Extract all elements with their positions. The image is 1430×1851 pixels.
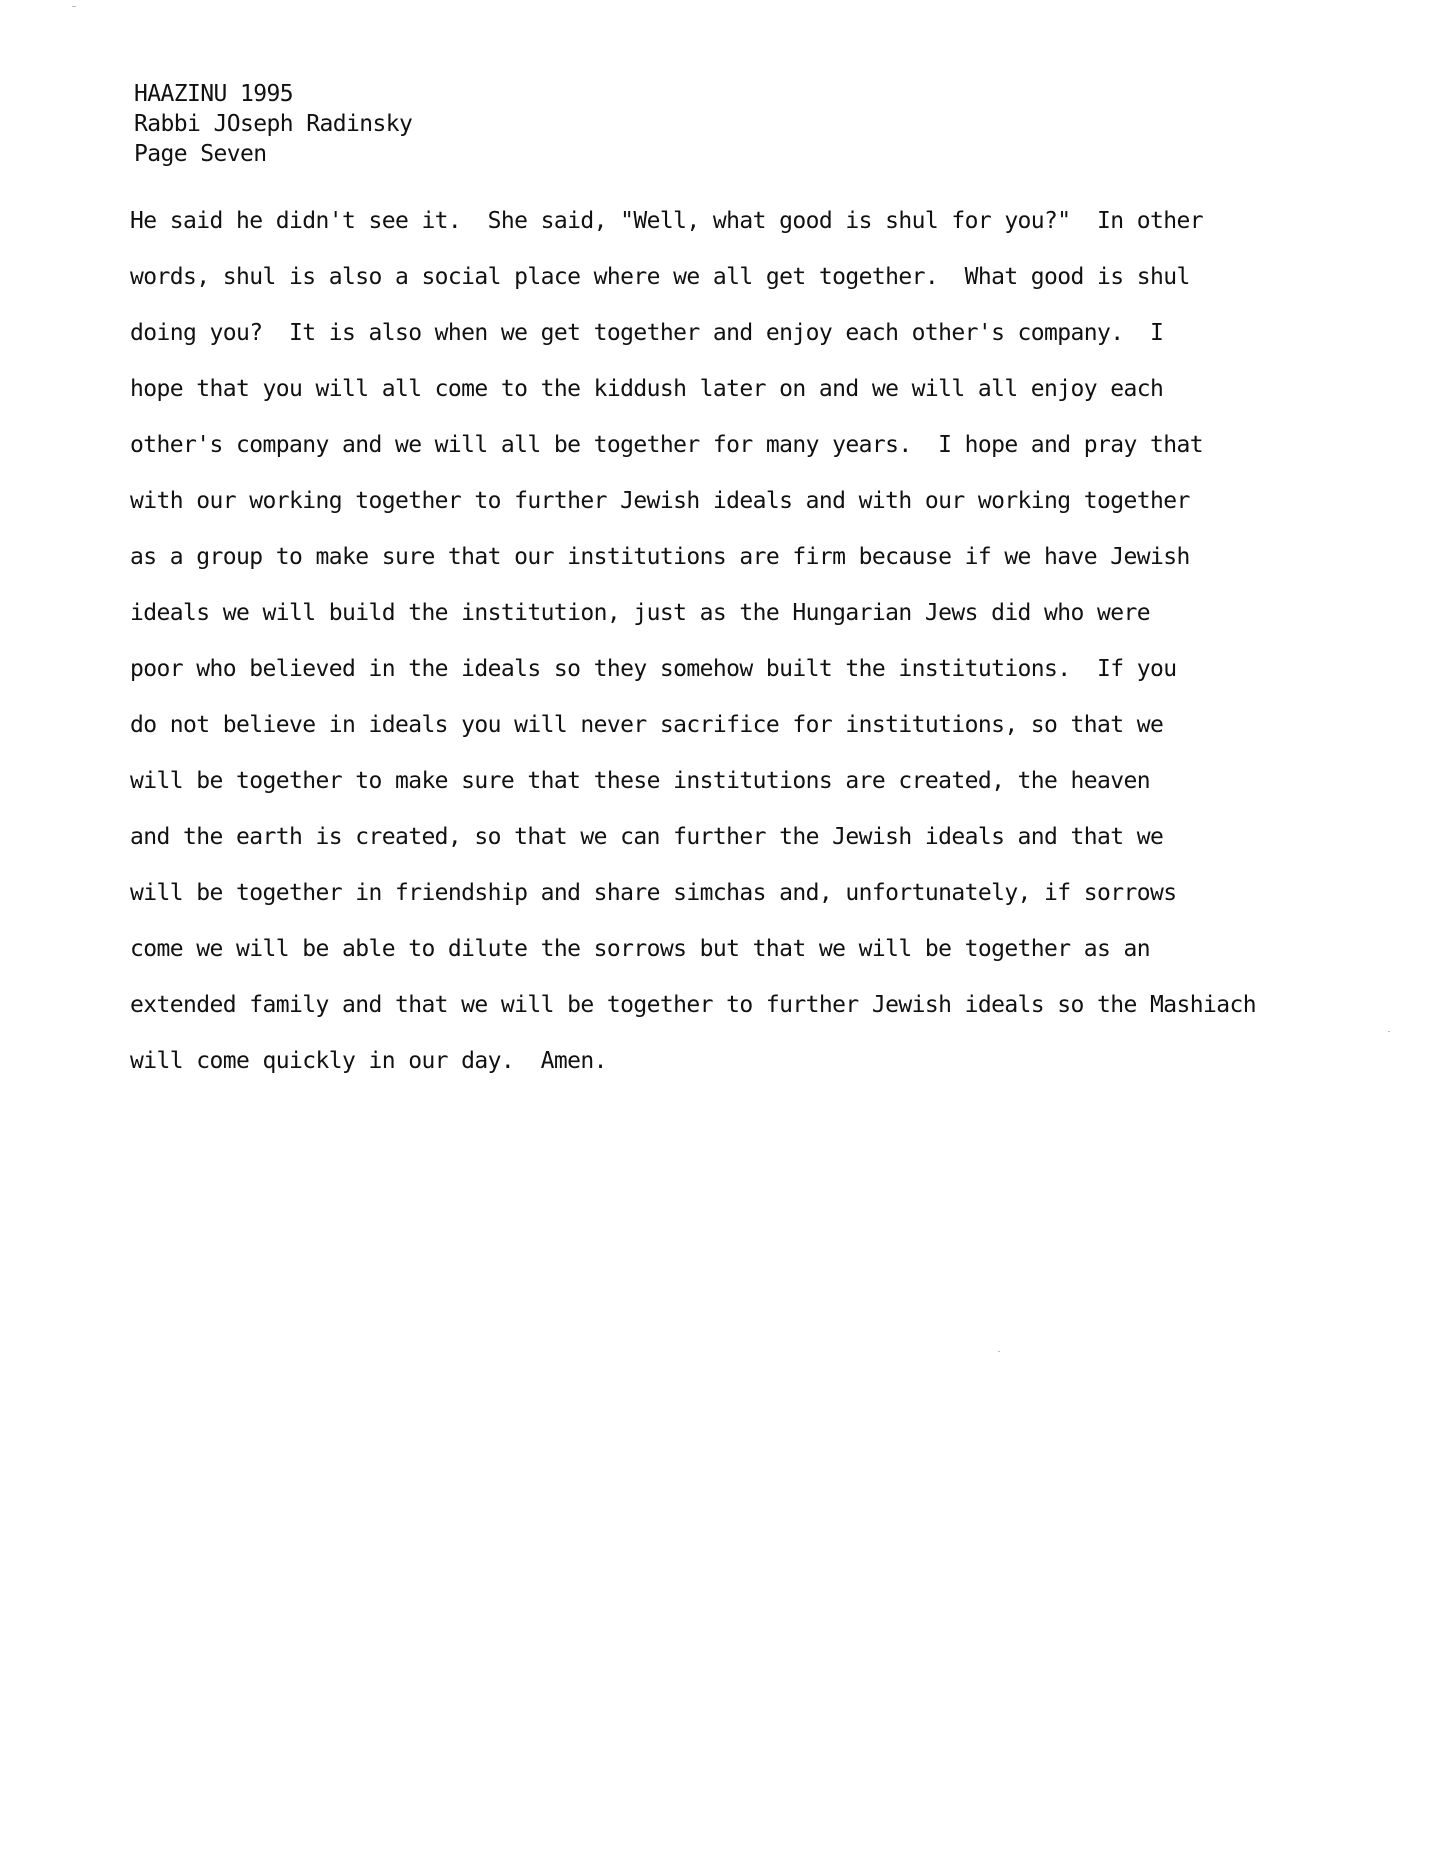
text-line: will be together in friendship and share simchas and, unfortunately, if sorrows: [130, 880, 1177, 906]
text-line: will be together to make sure that these institutions are created, the heaven: [130, 768, 1151, 794]
body-text: [130, 193, 1370, 1089]
text-line: doing you? It is also when we get together and enjoy each other's company. I: [130, 320, 1164, 346]
text-line: do not believe in ideals you will never sacrifice for institutions, so that we: [130, 712, 1164, 738]
text-line: words, shul is also a social place where we all get together. What good is shul: [130, 264, 1190, 290]
text-line: hope that you will all come to the kiddush later on and we will all enjoy each: [130, 376, 1164, 402]
document-title: HAAZINU 1995: [134, 81, 293, 107]
scan-speck: [998, 1351, 1000, 1352]
document-author: Rabbi JOseph Radinsky: [134, 111, 413, 137]
text-line: extended family and that we will be together to further Jewish ideals so the Mashiach: [130, 992, 1257, 1018]
text-line: other's company and we will all be together for many years. I hope and pray that: [130, 432, 1204, 458]
text-line: He said he didn't see it. She said, "Well, what good is shul for you?" In other: [130, 208, 1204, 234]
text-line: will come quickly in our day. Amen.: [130, 1048, 607, 1074]
page-header: [134, 79, 412, 169]
text-line: with our working together to further Jewish ideals and with our working together: [130, 488, 1190, 514]
scan-speck: [1388, 1031, 1390, 1032]
text-line: poor who believed in the ideals so they somehow built the institutions. If you: [130, 656, 1177, 682]
text-line: ideals we will build the institution, just as the Hungarian Jews did who were: [130, 600, 1151, 626]
text-line: as a group to make sure that our institutions are firm because if we have Jewish: [130, 544, 1190, 570]
text-line: and the earth is created, so that we can further the Jewish ideals and that we: [130, 824, 1164, 850]
text-line: come we will be able to dilute the sorrows but that we will be together as an: [130, 936, 1151, 962]
scan-speck: [72, 6, 76, 7]
page-label: Page Seven: [134, 141, 267, 167]
